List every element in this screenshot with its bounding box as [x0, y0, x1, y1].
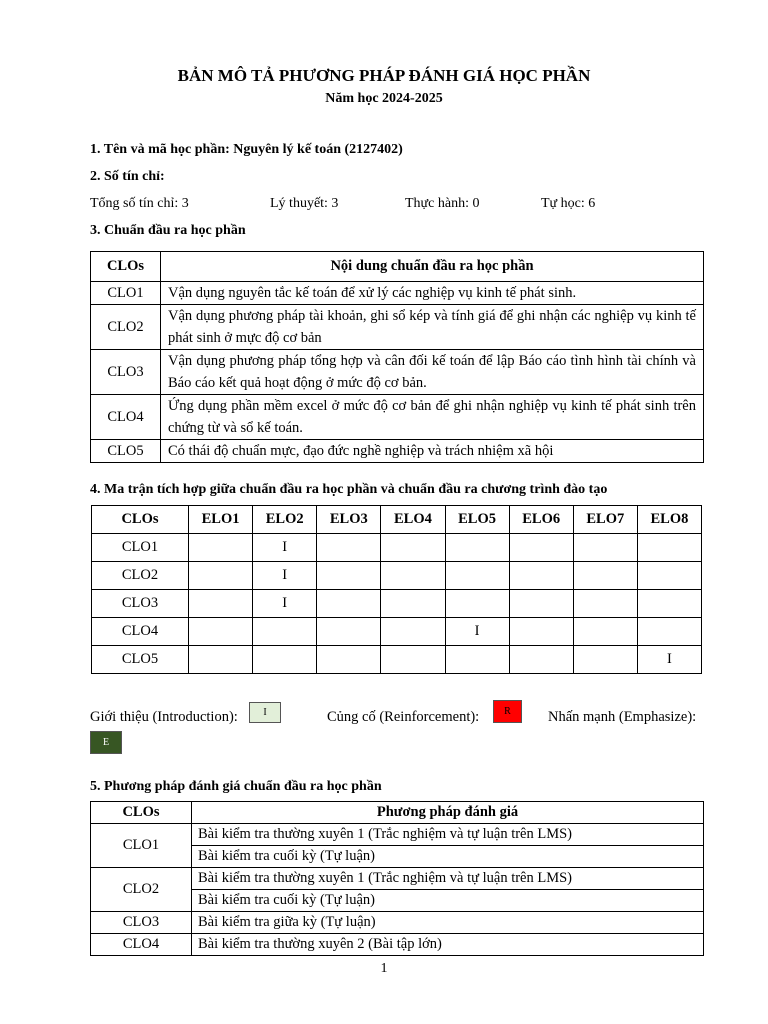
matrix-cell: [573, 590, 637, 618]
matrix-cell: [445, 534, 509, 562]
matrix-cell: [381, 590, 445, 618]
matrix-cell: [381, 618, 445, 646]
matrix-cell: [317, 534, 381, 562]
clo-description: Có thái độ chuẩn mực, đạo đức nghề nghiệp và trách nhiệm xã hội: [161, 440, 704, 463]
matrix-cell: [317, 618, 381, 646]
matrix-cell: CLO4: [92, 618, 189, 646]
matrix-header-cell: ELO4: [381, 506, 445, 534]
legend-reinforcement-label: Củng cố (Reinforcement):: [327, 709, 480, 725]
theory-credits: Lý thuyết: 3: [270, 196, 339, 211]
clo-code: CLO5: [91, 440, 161, 463]
matrix-cell: [509, 562, 573, 590]
table-row: [92, 562, 702, 590]
matrix-header-cell: ELO1: [189, 506, 253, 534]
clo-code: CLO1: [91, 824, 192, 868]
header-assessment-method: Phương pháp đánh giá: [192, 802, 704, 824]
clo-code: CLO4: [91, 934, 192, 956]
header-clos: CLOs: [91, 802, 192, 824]
matrix-cell: [573, 646, 637, 674]
section-5-heading: 5. Phương pháp đánh giá chuẩn đầu ra học phần: [90, 779, 382, 794]
matrix-cell: CLO5: [92, 646, 189, 674]
matrix-header-cell: ELO2: [253, 506, 317, 534]
assessment-method: Bài kiểm tra thường xuyên 1 (Trắc nghiệm và tự luận trên LMS): [192, 824, 704, 846]
matrix-cell: [189, 618, 253, 646]
table-header-row: [91, 802, 704, 824]
table-row: [92, 534, 702, 562]
matrix-cell: [189, 562, 253, 590]
matrix-header-cell: ELO3: [317, 506, 381, 534]
matrix-cell: I: [253, 590, 317, 618]
academic-year: Năm học 2024-2025: [325, 91, 443, 106]
total-credits: Tổng số tín chỉ: 3: [90, 196, 189, 211]
table-row: [91, 440, 704, 463]
matrix-cell: [381, 646, 445, 674]
assessment-method: Bài kiểm tra cuối kỳ (Tự luận): [192, 890, 704, 912]
section-1-course-name: 1. Tên và mã học phần: Nguyên lý kế toán (2127402): [90, 142, 403, 157]
clo-description: Ứng dụng phần mềm excel ở mức độ cơ bản để ghi nhận nghiệp vụ kinh tế phát sinh trên chứng từ và sổ kế toán.: [161, 395, 704, 440]
practice-credits: Thực hành: 0: [405, 196, 480, 211]
clo-code: CLO4: [91, 395, 161, 440]
matrix-cell: [381, 562, 445, 590]
document-title: BẢN MÔ TẢ PHƯƠNG PHÁP ĐÁNH GIÁ HỌC PHẦN: [177, 66, 591, 85]
table-row: [91, 350, 704, 395]
section-4-heading: 4. Ma trận tích hợp giữa chuẩn đầu ra học phần và chuẩn đầu ra chương trình đào tạo: [90, 482, 608, 497]
matrix-cell: [189, 534, 253, 562]
table-row: [91, 305, 704, 350]
matrix-cell: CLO1: [92, 534, 189, 562]
matrix-cell: [189, 590, 253, 618]
clo-code: CLO2: [91, 305, 161, 350]
matrix-cell: [509, 590, 573, 618]
legend-emphasize-label: Nhấn mạnh (Emphasize):: [548, 709, 697, 725]
matrix-cell: [317, 590, 381, 618]
assessment-method-table: [90, 801, 704, 956]
table-row: [91, 912, 704, 934]
matrix-cell: [445, 646, 509, 674]
clo-description: Vận dụng nguyên tắc kế toán để xử lý các nghiệp vụ kinh tế phát sinh.: [161, 282, 704, 305]
matrix-cell: [637, 562, 701, 590]
legend-reinforcement-box: R: [493, 700, 522, 723]
matrix-cell: I: [253, 562, 317, 590]
matrix-cell: [509, 618, 573, 646]
matrix-cell: [253, 618, 317, 646]
matrix-cell: [509, 534, 573, 562]
matrix-cell: [381, 534, 445, 562]
matrix-cell: [637, 534, 701, 562]
table-row: [91, 824, 704, 846]
matrix-cell: I: [637, 646, 701, 674]
table-row: [91, 395, 704, 440]
matrix-cell: CLO2: [92, 562, 189, 590]
elo-matrix-table: [91, 505, 702, 674]
matrix-cell: [189, 646, 253, 674]
self-study-credits: Tự học: 6: [541, 196, 596, 211]
table-row: [92, 590, 702, 618]
matrix-header-cell: ELO7: [573, 506, 637, 534]
table-row: [91, 868, 704, 890]
table-row: [92, 646, 702, 674]
matrix-cell: [637, 618, 701, 646]
clo-code: CLO3: [91, 350, 161, 395]
legend-emphasize-box: E: [90, 731, 122, 754]
credits-row: [90, 196, 704, 214]
matrix-cell: [445, 590, 509, 618]
assessment-method: Bài kiểm tra thường xuyên 2 (Bài tập lớn): [192, 934, 704, 956]
matrix-cell: [573, 618, 637, 646]
table-header-row: [92, 506, 702, 534]
matrix-header-cell: ELO8: [637, 506, 701, 534]
matrix-header-cell: CLOs: [92, 506, 189, 534]
matrix-cell: [637, 590, 701, 618]
matrix-cell: [445, 562, 509, 590]
section-2-heading: 2. Số tín chỉ:: [90, 169, 165, 184]
table-row: [91, 934, 704, 956]
header-clo-content: Nội dung chuẩn đầu ra học phần: [161, 252, 704, 282]
legend-introduction-box: I: [249, 702, 281, 723]
table-row: [91, 282, 704, 305]
matrix-header-cell: ELO6: [509, 506, 573, 534]
matrix-cell: [509, 646, 573, 674]
table-header-row: [91, 252, 704, 282]
clo-description: Vận dụng phương pháp tổng hợp và cân đối kế toán để lập Báo cáo tình hình tài chính và Báo cáo kết quả hoạt động ở mức độ cơ bản.: [161, 350, 704, 395]
matrix-header-cell: ELO5: [445, 506, 509, 534]
matrix-cell: [317, 562, 381, 590]
clo-code: CLO1: [91, 282, 161, 305]
matrix-cell: [573, 534, 637, 562]
page-number: 1: [380, 961, 388, 976]
clo-description: Vận dụng phương pháp tài khoản, ghi sổ kép và tính giá để ghi nhận các nghiệp vụ kinh tế phát sinh ở mực độ cơ bản: [161, 305, 704, 350]
section-3-heading: 3. Chuẩn đầu ra học phần: [90, 223, 246, 238]
clo-table: [90, 251, 704, 463]
clo-code: CLO2: [91, 868, 192, 912]
assessment-method: Bài kiểm tra cuối kỳ (Tự luận): [192, 846, 704, 868]
matrix-cell: I: [253, 534, 317, 562]
matrix-cell: CLO3: [92, 590, 189, 618]
assessment-method: Bài kiểm tra giữa kỳ (Tự luận): [192, 912, 704, 934]
legend-introduction-label: Giới thiệu (Introduction):: [90, 709, 238, 725]
clo-code: CLO3: [91, 912, 192, 934]
matrix-cell: [253, 646, 317, 674]
matrix-cell: [317, 646, 381, 674]
assessment-method: Bài kiểm tra thường xuyên 1 (Trắc nghiệm và tự luận trên LMS): [192, 868, 704, 890]
matrix-cell: [573, 562, 637, 590]
table-row: [92, 618, 702, 646]
header-clos: CLOs: [91, 252, 161, 282]
matrix-cell: I: [445, 618, 509, 646]
